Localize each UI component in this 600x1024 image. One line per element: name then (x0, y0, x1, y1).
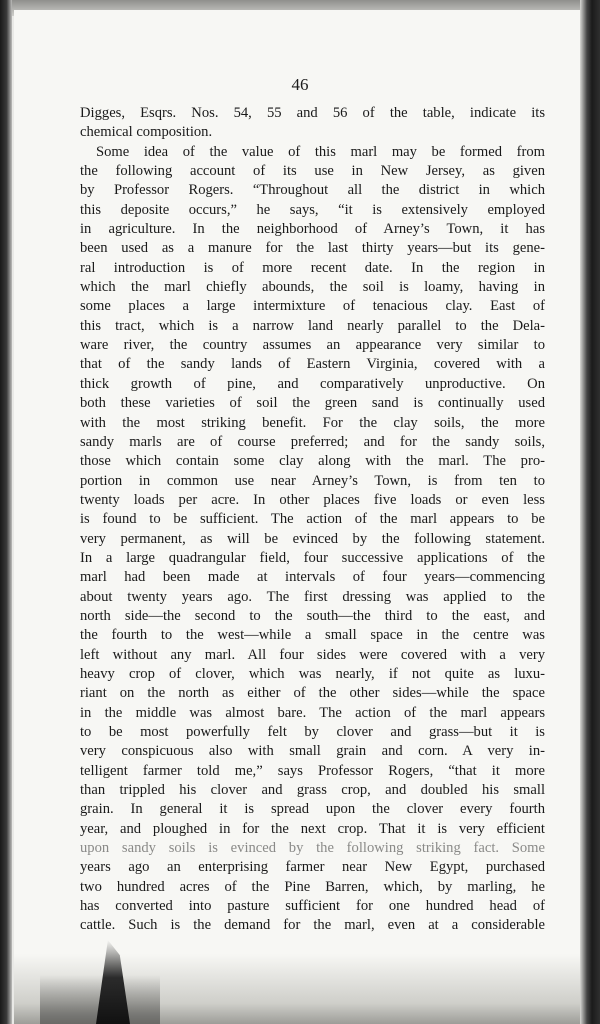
text-line: in agriculture. In the neighborhood of Arney’s Town, it has (80, 221, 545, 238)
page-number: 46 (291, 75, 309, 94)
text-line: those which contain some clay along with the marl. The pro- (80, 453, 545, 470)
text-line: years ago an enterprising farmer near New Egypt, purchased (80, 859, 545, 876)
text-line: this deposite occurs,” he says, “it is extensively employed (80, 201, 545, 218)
text-line: the fourth to the west—while a small space in the centre was (80, 627, 545, 644)
scan-left-gutter (0, 0, 12, 1024)
text-line: by Professor Rogers. “Throughout all the district in which (80, 182, 545, 199)
text-line: about twenty years ago. The first dressing was applied to the (80, 588, 545, 605)
text-line: sandy marls are of course preferred; and for the sandy soils, (80, 433, 545, 450)
text-line: heavy crop of clover, which was nearly, if not quite as luxu- (80, 665, 545, 682)
text-line: marl had been made at intervals of four years—commencing (80, 569, 545, 586)
text-line: both these varieties of soil the green sand is continually used (80, 395, 545, 412)
text-line: this tract, which is a narrow land nearly parallel to the Dela- (80, 317, 545, 334)
text-line: to be most powerfully felt by clover and grass—but it is (80, 724, 545, 740)
text-line: In a large quadrangular field, four successive applications of the (80, 549, 545, 566)
text-line: portion in common use near Arney’s Town, is from ten to (80, 472, 545, 489)
text-line: left without any marl. All four sides were covered with a very (80, 646, 545, 663)
text-line: Digges, Esqrs. Nos. 54, 55 and 56 of the table, indicate its (80, 105, 545, 121)
text-line: that of the sandy lands of Eastern Virginia, covered with a (80, 356, 545, 373)
text-line: upon sandy soils is evinced by the following striking fact. Some (80, 840, 545, 857)
text-line: very permanent, as will be evinced by the following statement. (80, 530, 545, 547)
text-line: riant on the north as either of the other sides—while the space (80, 685, 545, 702)
text-line: has converted into pasture sufficient for one hundred head of (80, 898, 545, 915)
text-line: than trippled his clover and grass crop, and doubled his small (80, 782, 545, 799)
text-line: which the marl chiefly abounds, the soil is loamy, having in (80, 279, 545, 296)
text-line: north side—the second to the south—the third to the east, and (80, 607, 545, 624)
text-line: is found to be sufficient. The action of the marl appears to be (80, 511, 545, 528)
text-line: thick growth of pine, and comparatively unproductive. On (80, 375, 545, 392)
text-line: been used as a manure for the last thirty years—but its gene- (80, 240, 545, 257)
text-line: twenty loads per acre. In other places five loads or even less (80, 491, 545, 508)
body-text (80, 104, 545, 936)
text-line: Some idea of the value of this marl may be formed from (96, 143, 545, 160)
text-line: two hundred acres of the Pine Barren, which, by marling, he (80, 878, 545, 895)
text-line: ware river, the country assumes an appearance very similar to (80, 337, 545, 354)
text-line: telligent farmer told me,” says Professor Rogers, “that it more (80, 762, 545, 779)
text-line: grain. In general it is spread upon the clover every fourth (80, 801, 545, 818)
text-line: ral introduction is of more recent date. In the region in (80, 259, 545, 276)
text-line: in the middle was almost bare. The action of the marl appears (80, 704, 545, 721)
scan-right-edge (580, 0, 600, 1024)
text-line: the following account of its use in New Jersey, as given (80, 163, 545, 180)
text-line: cattle. Such is the demand for the marl, even at a considerable (80, 917, 545, 934)
text-line: some places a large intermixture of tenacious clay. East of (80, 298, 545, 315)
text-line: year, and ploughed in for the next crop. That it is very efficient (80, 820, 545, 837)
text-line: with the most striking benefit. For the clay soils, the more (80, 414, 545, 431)
text-line: very conspicuous also with small grain and corn. A very in- (80, 743, 545, 760)
text-line: chemical composition. (80, 124, 213, 141)
